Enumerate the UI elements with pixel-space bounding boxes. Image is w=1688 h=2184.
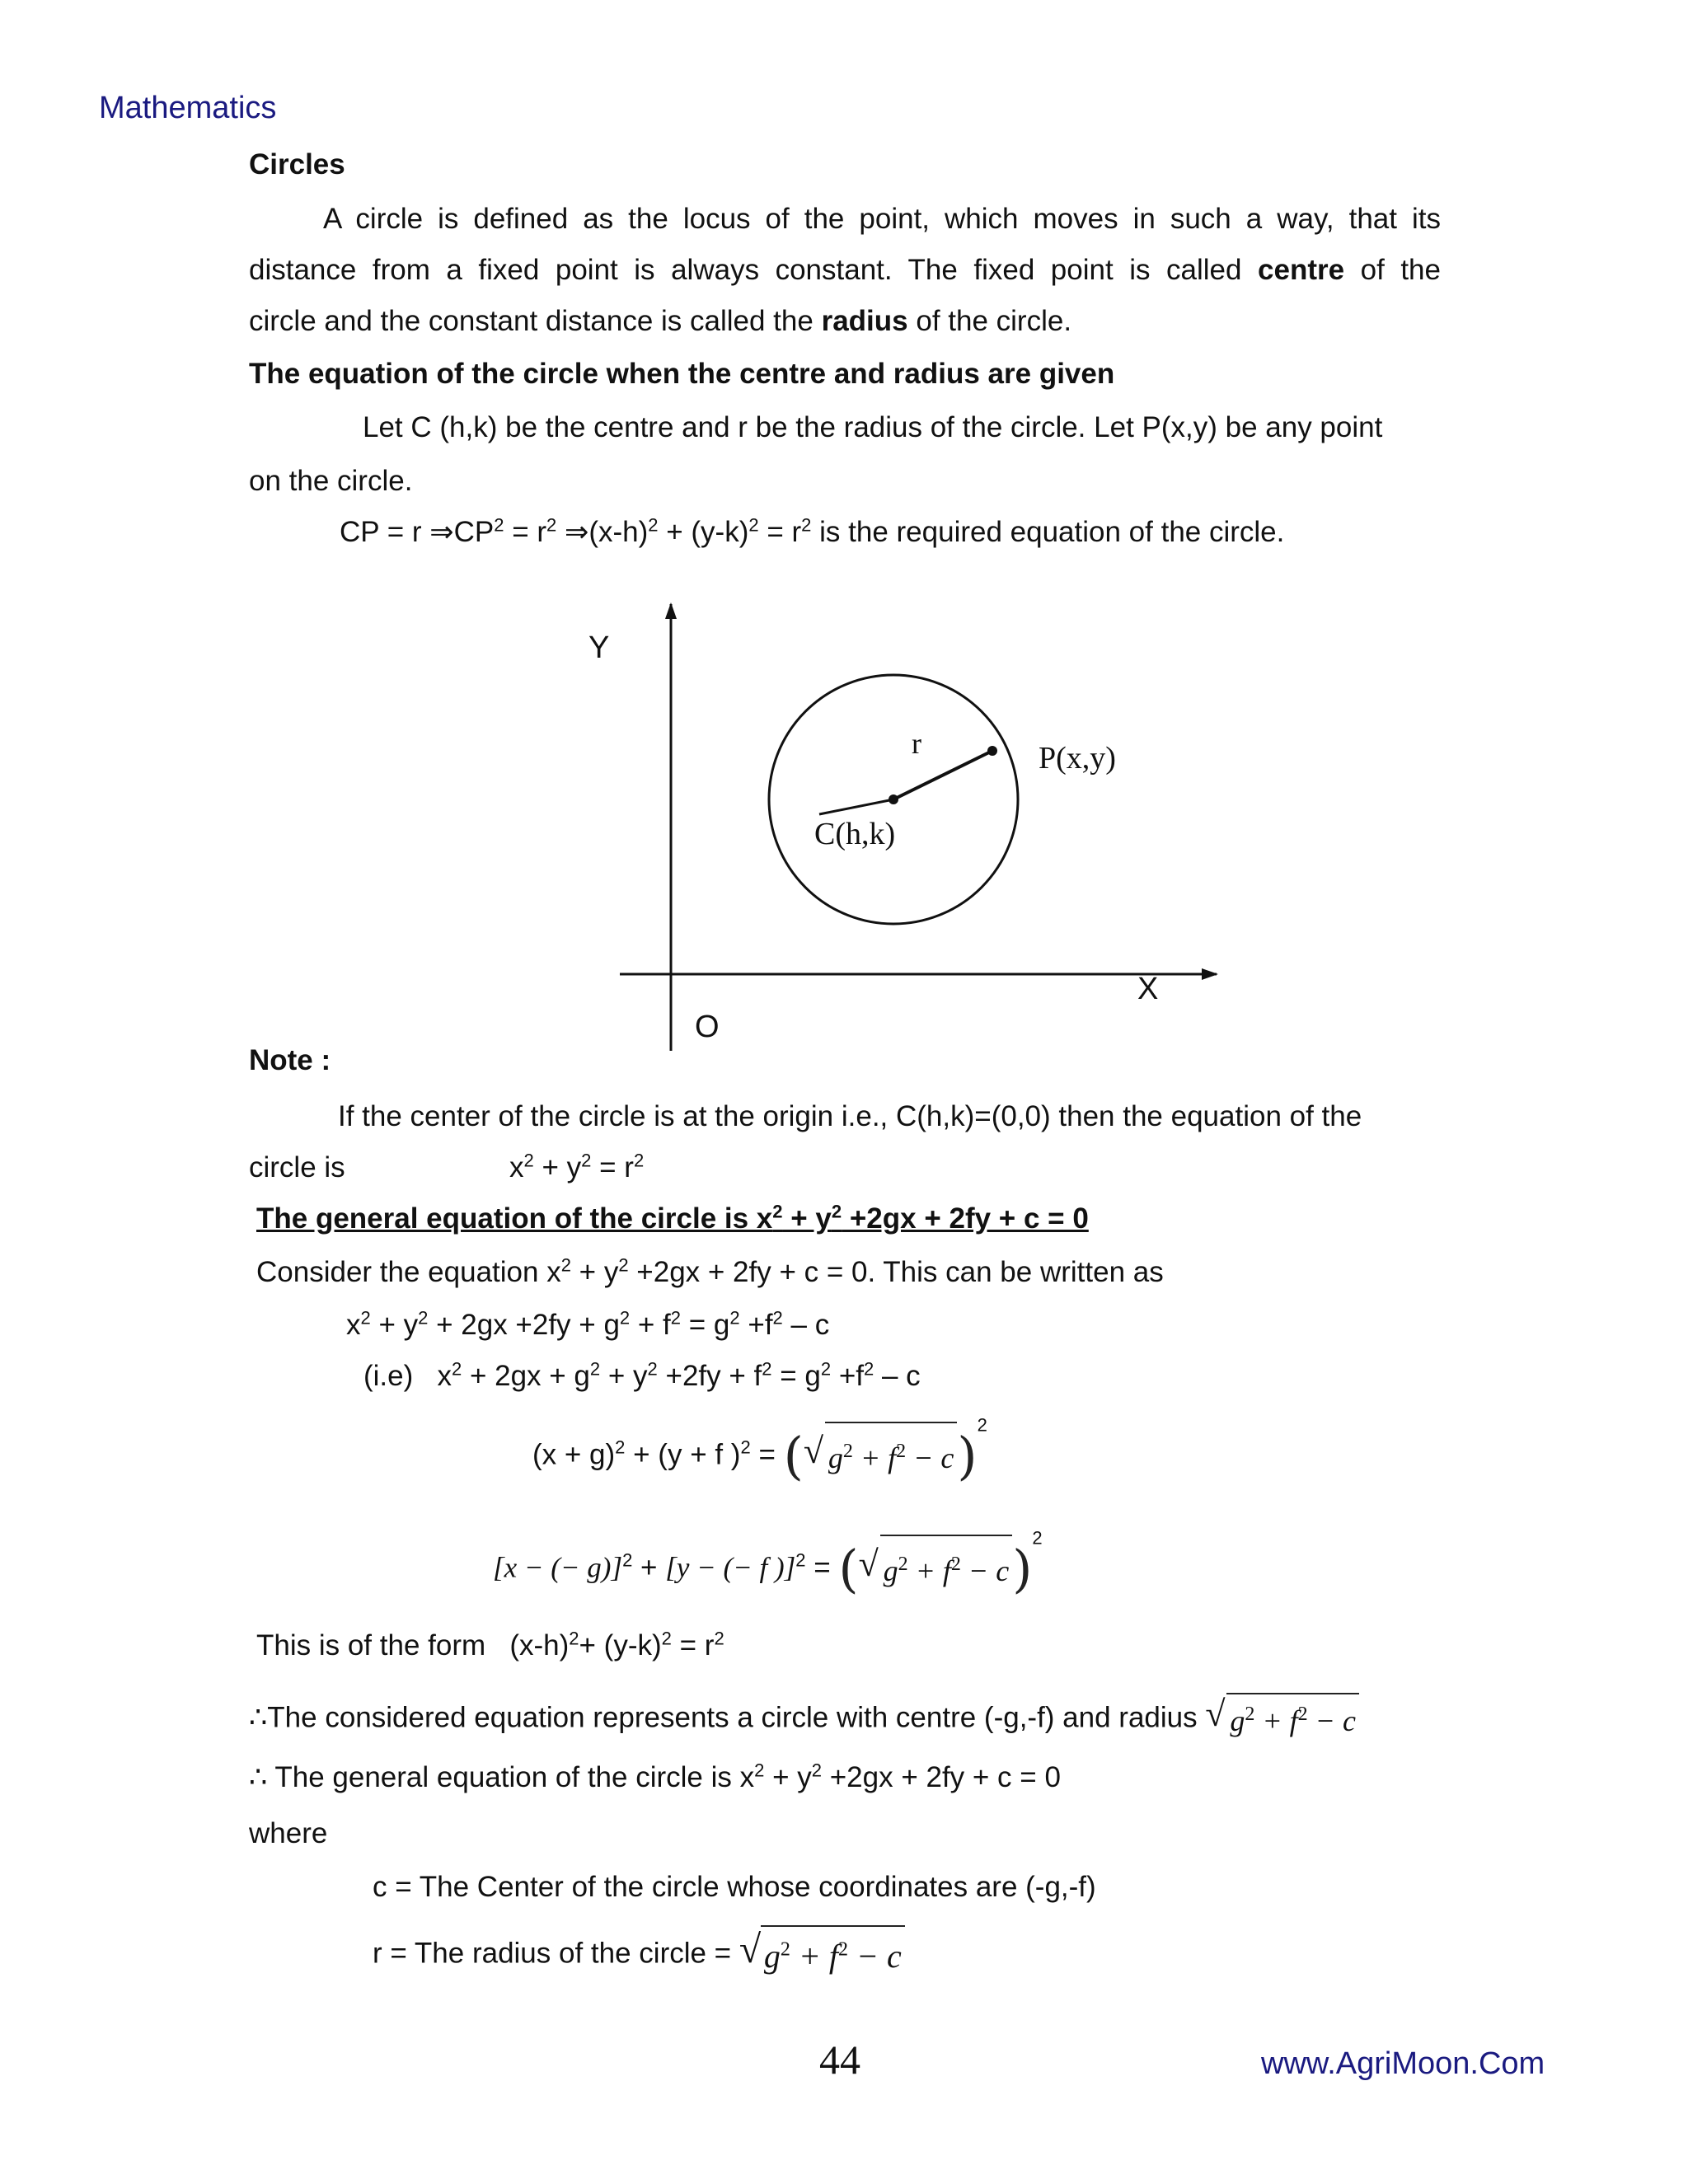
- origin-circle-equation: $x^2 + y^2 = r^2$: [509, 1150, 645, 1183]
- step-4-equation: [x − (− g)]$^2$ + [y − (− f )]$^2$ = ( √ $g^2 + f^2 - c)^2$: [493, 1535, 1043, 1604]
- let-line-2: on the circle.: [249, 465, 413, 497]
- intro-line-2: distance from a fixed point is always constant. The fixed point is called centre of the: [249, 254, 1441, 286]
- radius-term: radius: [821, 305, 908, 337]
- consider-line: Consider the equation $x^2 + y^2 +2gx + 2fy + c = 0$. This can be written as: [256, 1254, 1164, 1288]
- general-equation-heading: The general equation of the circle is $x^2 + y^2 +2gx + 2fy + c = 0$: [256, 1201, 1089, 1235]
- origin-label: O: [695, 1010, 720, 1044]
- let-line-1: Let C (h,k) be the centre and r be the radius of the circle. Let P(x,y) be any point: [363, 411, 1383, 443]
- form-line: This is of the form $(x-h)^2+ (y-k)^2 = r^2$: [256, 1628, 724, 1661]
- note-line-2: circle is: [249, 1151, 345, 1183]
- therefore-line-2: ∴ The general equation of the circle is $x^2 + y^2 +2gx + 2fy + c = 0$: [249, 1760, 1061, 1793]
- sqrt-expression: √ $g^2 + f^2 - c$: [1205, 1693, 1359, 1746]
- step-1-equation: $x^2 + y^2 + 2gx +2fy + g^2 + f^2 = g^2 +f^2 - c$: [346, 1307, 830, 1341]
- step-3-equation: $(x + g)^2 + (y + f$ )$^2$ = ( √ $g^2 + f^2 - c)^2$: [532, 1422, 987, 1491]
- subheading: The equation of the circle when the centre and radius are given: [249, 358, 1115, 390]
- subject-header: Mathematics: [99, 91, 277, 125]
- radius-label: r: [912, 727, 921, 760]
- note-heading: Note :: [249, 1044, 331, 1076]
- sqrt-expression: √ $g^2 + f^2 - c$: [739, 1925, 905, 1985]
- centre-label: C(h,k): [814, 817, 896, 851]
- intro-line-3: circle and the constant distance is called the radius of the circle.: [249, 305, 1072, 337]
- intro-line-1: A circle is defined as the locus of the point, which moves in such a way, that its: [323, 203, 1441, 235]
- section-title: Circles: [249, 148, 345, 180]
- sqrt-expression: √ $g^2 + f^2 - c$: [804, 1422, 958, 1491]
- therefore-line-1: ∴The considered equation represents a circle with centre (-g,-f) and radius √ $g^2 + f^2 - c$: [249, 1693, 1359, 1746]
- point-label: P(x,y): [1039, 741, 1116, 776]
- where-c-line: c = The Center of the circle whose coordinates are (-g,-f): [373, 1871, 1096, 1903]
- tangent-segment: [819, 799, 893, 814]
- cp-equation: CP = r $\Rightarrow CP^2 = r^2$ $\Rightarrow(x-h)^2 + (y-k)^2 = r^2$ is the required equation of the circle.: [340, 514, 1285, 548]
- sqrt-expression: √ $g^2 + f^2 - c$: [859, 1535, 1013, 1604]
- y-axis-label: Y: [588, 630, 610, 665]
- point-dot: [987, 746, 997, 756]
- centre-term: centre: [1258, 254, 1345, 286]
- note-line-1: If the center of the circle is at the origin i.e., C(h,k)=(0,0) then the equation of the: [338, 1100, 1362, 1132]
- where-label: where: [249, 1817, 328, 1849]
- radius-line: [893, 751, 992, 799]
- centre-dot: [889, 794, 898, 804]
- x-axis-label: X: [1137, 972, 1159, 1006]
- where-r-line: r = The radius of the circle = √ $g^2 + f^2 - c$: [373, 1925, 905, 1985]
- step-2-equation: (i.e) $x^2 + 2gx + g^2 + y^2 +2fy + f^2 = g^2 +f^2 - c$: [363, 1358, 921, 1392]
- website-link[interactable]: www.AgriMoon.Com: [1261, 2046, 1545, 2081]
- page-number: 44: [819, 2036, 860, 2083]
